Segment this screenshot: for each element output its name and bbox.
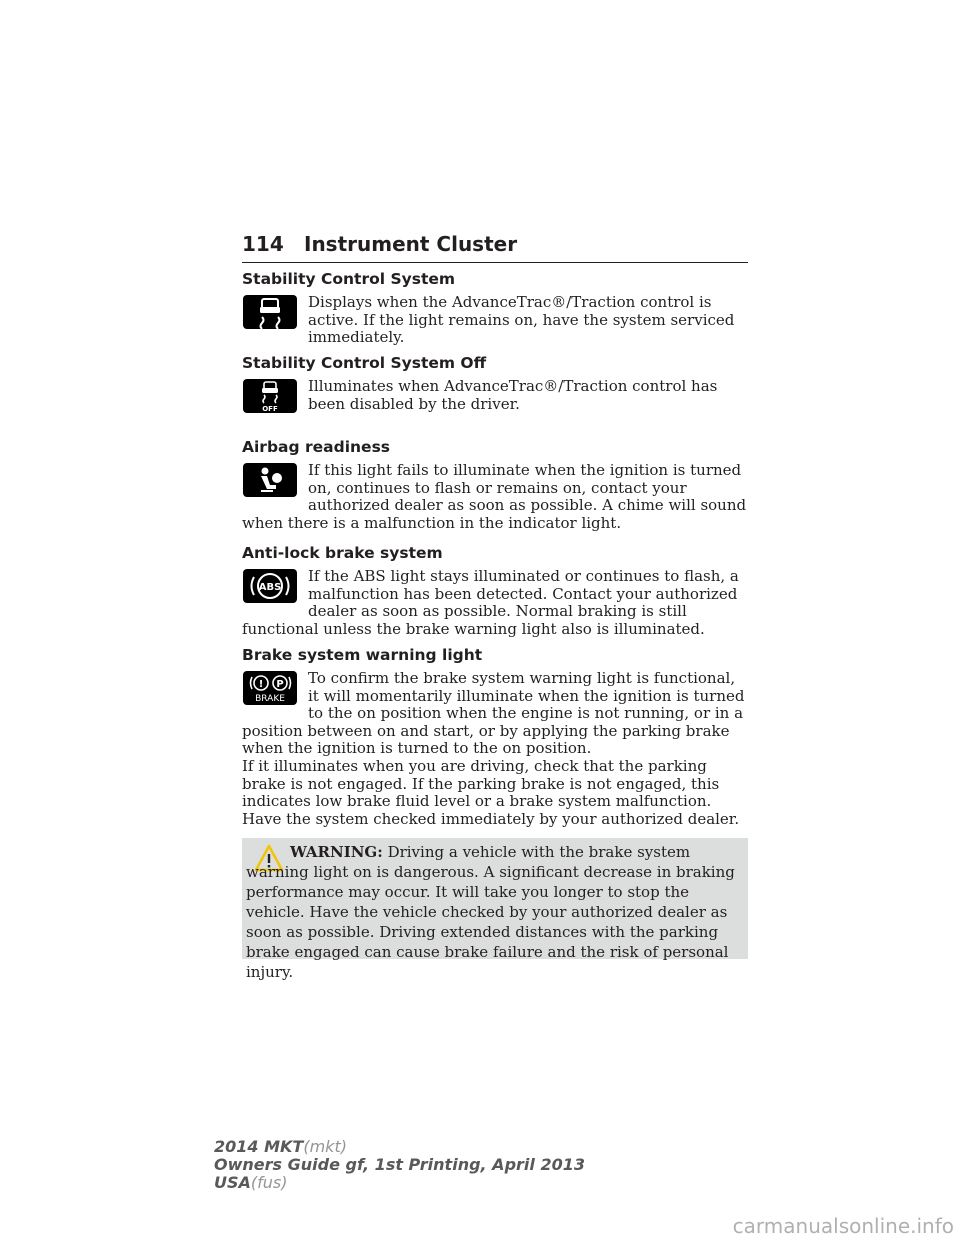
stability-control-icon bbox=[243, 295, 297, 329]
footer-line-1: 2014 MKT(mkt) bbox=[214, 1137, 347, 1156]
section-text: If this light fails to illuminate when the ignition is turned on, continues to flash or remains on, contact your authorized dealer as soon as possible. A chime will sound when there is a malfunction in the indicator light. bbox=[242, 461, 747, 532]
icon-exclamation: ! bbox=[258, 679, 264, 690]
section-brake-warning bbox=[242, 646, 750, 758]
section-text: To confirm the brake system warning light is functional, it will momentarily illuminate when the ignition is turned to the on position when the engine is not running, or in a position between on and start, or by applying the parking brake when the ignition is turned to the on position. bbox=[242, 669, 745, 758]
section-stability-control-off bbox=[242, 354, 750, 415]
section-heading: Brake system warning light bbox=[242, 646, 483, 664]
airbag-icon bbox=[243, 463, 297, 497]
section-anti-lock-brake bbox=[242, 544, 750, 638]
document-footer bbox=[214, 1138, 585, 1192]
brake-followup-paragraph: If it illuminates when you are driving, check that the parking brake is not engaged. If the parking brake is not engaged, this indicates low brake fluid level or a brake system malfunction. Have the system checked immediately by your authorized dealer. bbox=[242, 757, 740, 828]
footer-line-3: USA(fus) bbox=[214, 1173, 288, 1192]
section-text: If the ABS light stays illuminated or continues to flash, a malfunction has been detected. Contact your authorized dealer as soon as possible. Normal braking is still functional unless the brake warning light also is illuminated. bbox=[242, 567, 739, 638]
icon-brake-label: BRAKE bbox=[255, 694, 285, 704]
brake-warning-icon bbox=[243, 671, 297, 705]
warning-label: WARNING: bbox=[290, 843, 383, 861]
icon-abs-label: ABS bbox=[258, 582, 282, 593]
site-watermark: carmanualsonline.info bbox=[732, 1214, 954, 1238]
section-text: Illuminates when AdvanceTrac®/Traction control has been disabled by the driver. bbox=[308, 377, 718, 413]
section-airbag-readiness bbox=[242, 438, 750, 532]
abs-icon bbox=[243, 569, 297, 603]
icon-off-label: OFF bbox=[262, 405, 278, 413]
section-heading: Anti-lock brake system bbox=[242, 544, 443, 562]
stability-control-off-icon bbox=[243, 379, 297, 413]
section-stability-control bbox=[242, 270, 750, 347]
warning-box bbox=[242, 838, 748, 981]
page-number: 114 bbox=[242, 232, 284, 256]
icon-p-label: P bbox=[276, 679, 284, 690]
warning-text: Driving a vehicle with the brake system warning light on is dangerous. A significant decrease in braking performance may occur. It will take you longer to stop the vehicle. Have the vehicle checked by your authorized dealer as soon as possible. Driving extended distances with the parking brake engaged can cause brake failure and the risk of personal injury. bbox=[246, 843, 735, 981]
page-header bbox=[242, 232, 748, 263]
section-heading: Stability Control System bbox=[242, 270, 456, 288]
warning-text-block bbox=[246, 842, 746, 982]
section-heading: Airbag readiness bbox=[242, 438, 391, 456]
section-text: Displays when the AdvanceTrac®/Traction control is active. If the light remains on, have the system serviced immediately. bbox=[308, 293, 735, 347]
footer-line-2: Owners Guide gf, 1st Printing, April 2013 bbox=[214, 1155, 585, 1174]
section-heading: Stability Control System Off bbox=[242, 354, 487, 372]
chapter-title: Instrument Cluster bbox=[304, 232, 518, 256]
